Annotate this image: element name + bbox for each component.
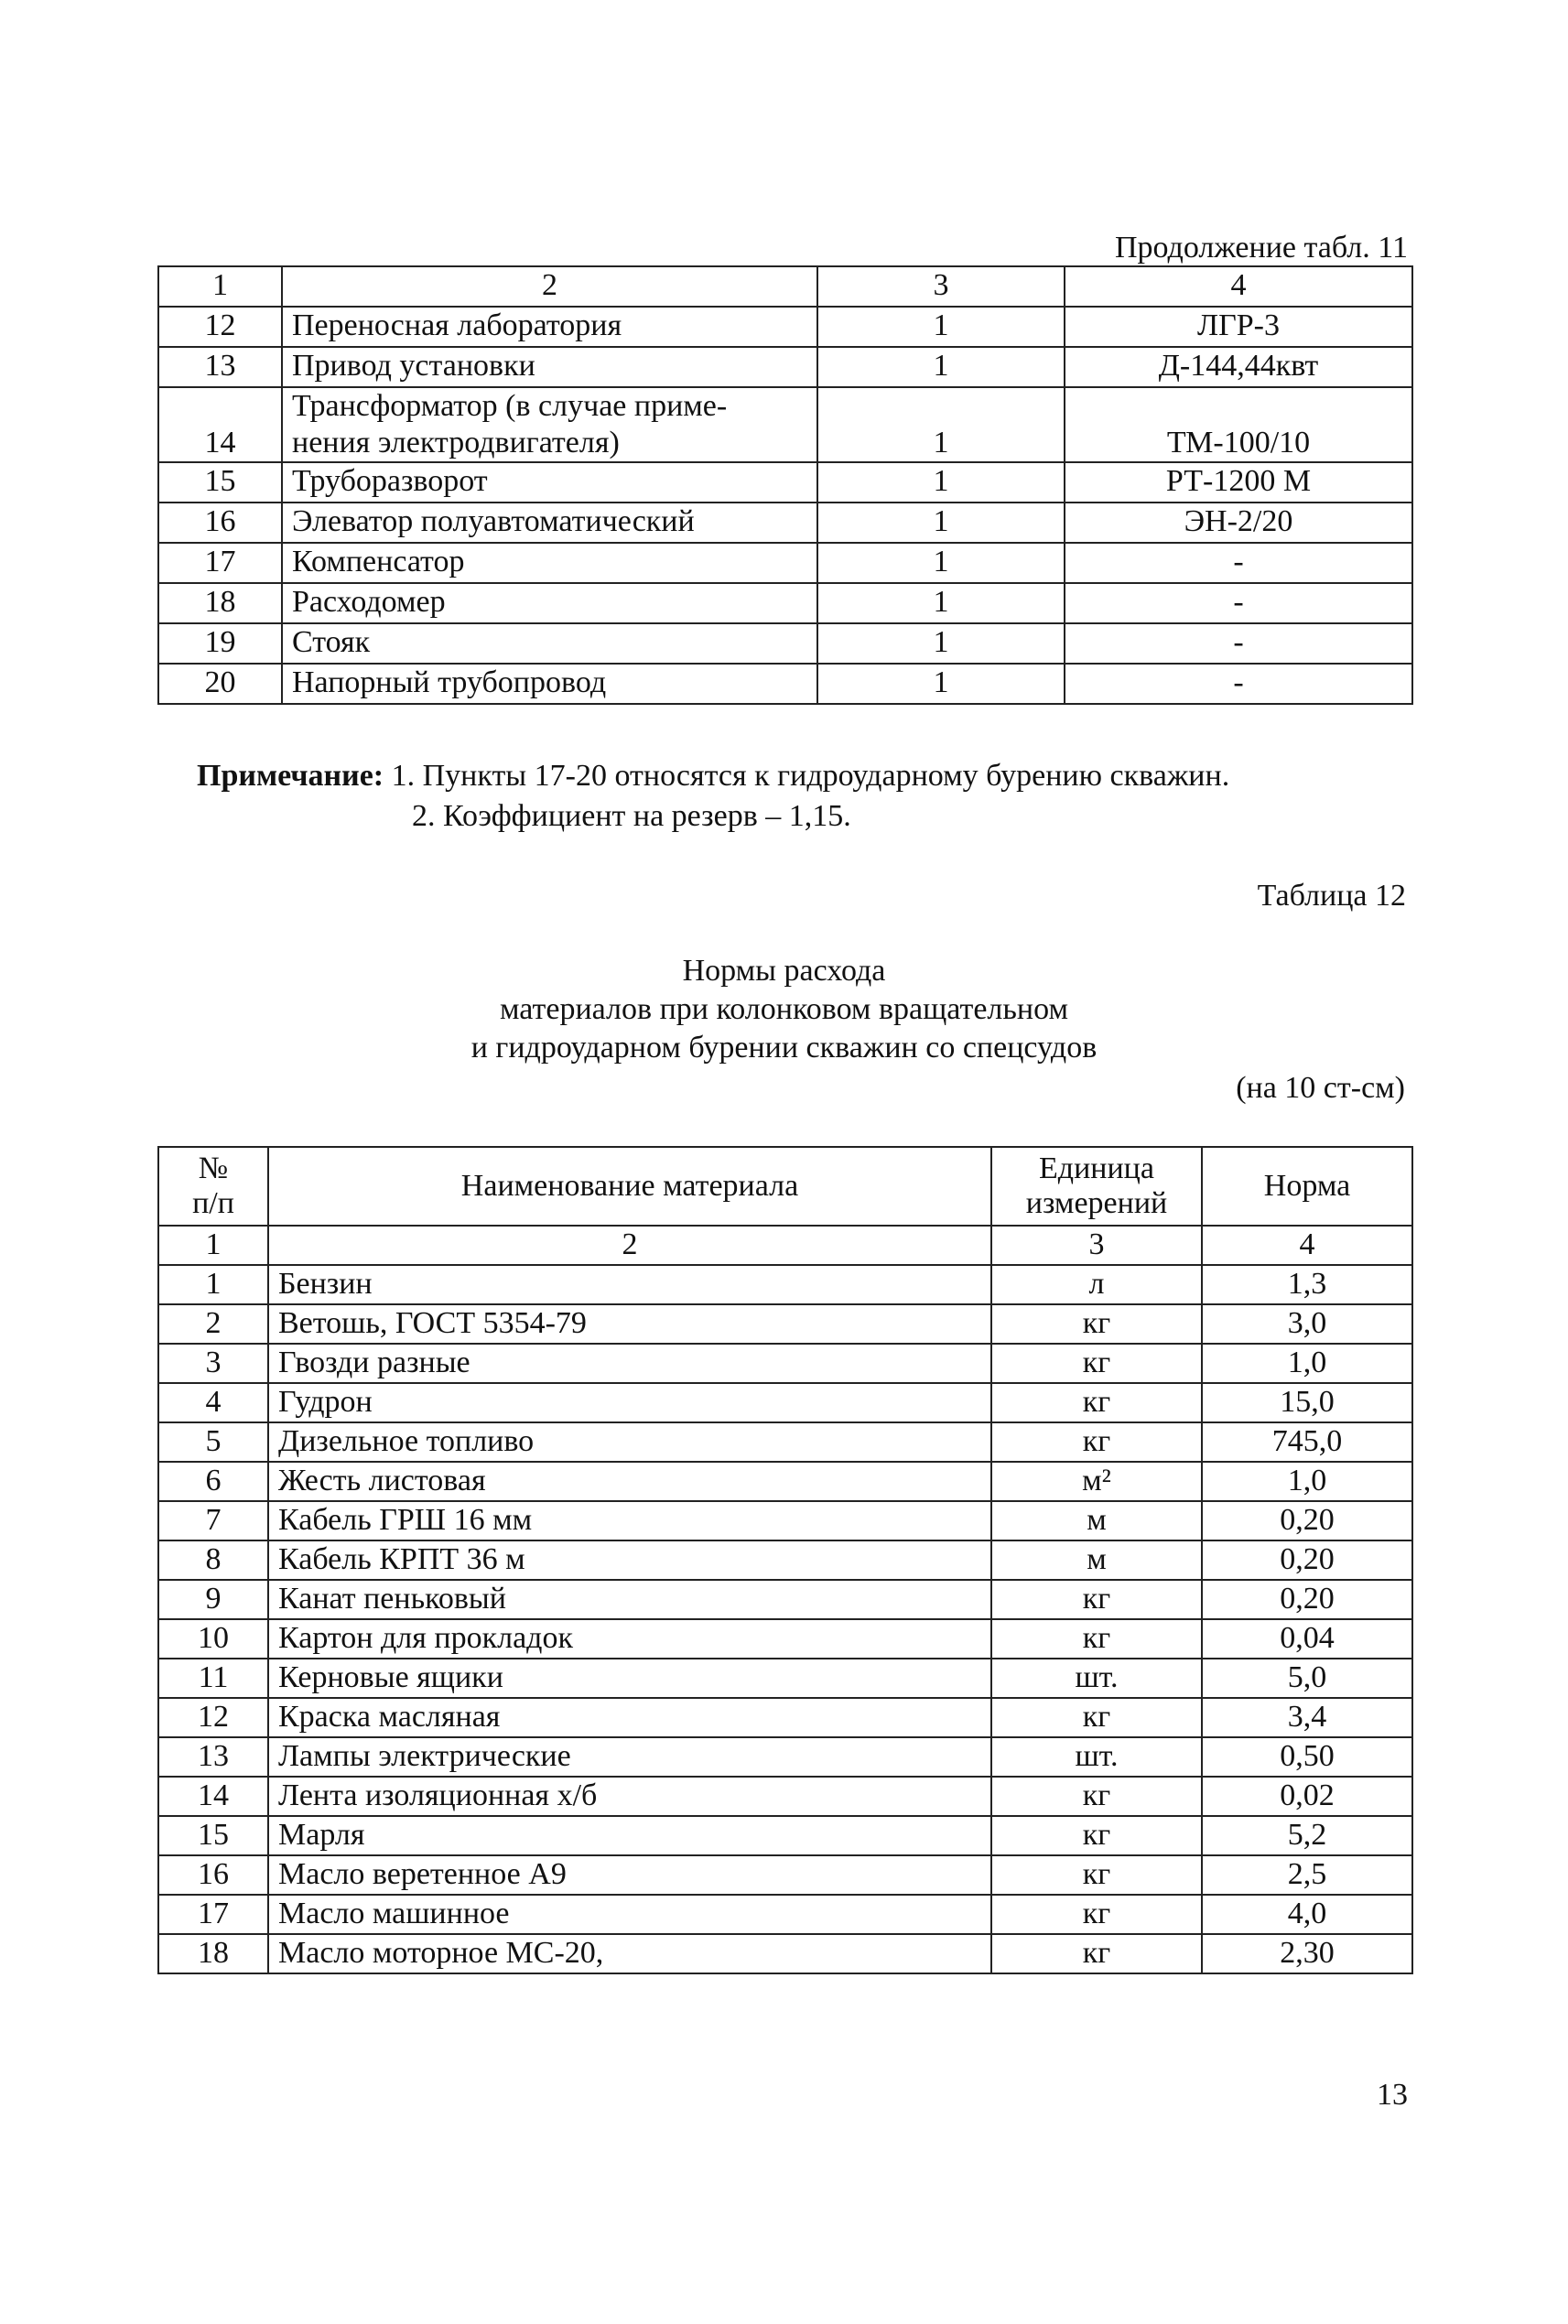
- table-row: [158, 1659, 1412, 1698]
- table-row: [158, 347, 1412, 387]
- t11-name-line: нения электродвигателя): [292, 426, 620, 459]
- t12-name-cell: Масло моторное МС-20,: [268, 1934, 991, 1973]
- t11-name-cell: [282, 347, 817, 387]
- t11-model-cell: ТМ-100/10: [1065, 387, 1412, 462]
- t11-model-cell: РТ-1200 М: [1065, 462, 1412, 503]
- t12-header-unit-line2: измерений: [1025, 1186, 1168, 1220]
- t12-header-num: [158, 1147, 268, 1226]
- t12-name-cell: Жесть листовая: [268, 1462, 991, 1501]
- t11-num-cell: 14: [158, 387, 282, 462]
- t12-norm-cell: 4,0: [1202, 1895, 1412, 1934]
- t12-num-cell: 13: [158, 1737, 268, 1777]
- t12-num-cell: 18: [158, 1934, 268, 1973]
- t12-header-unit: [991, 1147, 1202, 1226]
- table-row: [158, 1462, 1412, 1501]
- table-row: [158, 387, 1412, 462]
- t12-num-cell: 17: [158, 1895, 268, 1934]
- table-row: [158, 1383, 1412, 1422]
- table-row: [158, 1501, 1412, 1540]
- t12-index-cell: 3: [991, 1226, 1202, 1265]
- t12-unit-cell: кг: [991, 1895, 1202, 1934]
- t12-unit-cell: шт.: [991, 1659, 1202, 1698]
- t11-col-header: 2: [282, 266, 817, 307]
- t11-num-cell: 19: [158, 623, 282, 664]
- table-row: [158, 1816, 1412, 1855]
- t12-norm-cell: 15,0: [1202, 1383, 1412, 1422]
- table12-unit-note: (на 10 ст-см): [1236, 1071, 1405, 1105]
- t12-norm-cell: 3,4: [1202, 1698, 1412, 1737]
- t11-name-line: Трансформатор (в случае приме-: [292, 389, 728, 423]
- table-row: [158, 1304, 1412, 1344]
- t11-num-cell: 18: [158, 583, 282, 623]
- t11-qty-cell: 1: [817, 462, 1065, 503]
- t11-model-cell: Д-144,44квт: [1065, 347, 1412, 387]
- t12-name-cell: Ветошь, ГОСТ 5354-79: [268, 1304, 991, 1344]
- table-row: [158, 307, 1412, 347]
- table-row: [158, 1934, 1412, 1973]
- t11-name-line: Компенсатор: [292, 545, 465, 578]
- t12-name-cell: Картон для прокладок: [268, 1619, 991, 1659]
- t11-model-cell: ЛГР-3: [1065, 307, 1412, 347]
- t12-unit-cell: кг: [991, 1344, 1202, 1383]
- table-row: [158, 503, 1412, 543]
- t11-name-line: Расходомер: [292, 585, 446, 619]
- table-row: [158, 664, 1412, 704]
- t12-unit-cell: кг: [991, 1855, 1202, 1895]
- t12-num-cell: 9: [158, 1580, 268, 1619]
- table-row: [158, 1580, 1412, 1619]
- t12-norm-cell: 2,30: [1202, 1934, 1412, 1973]
- t12-index-cell: 1: [158, 1226, 268, 1265]
- t12-name-cell: Бензин: [268, 1265, 991, 1304]
- t11-name-cell: [282, 664, 817, 704]
- table-row: [158, 623, 1412, 664]
- t11-qty-cell: 1: [817, 307, 1065, 347]
- t12-norm-cell: 0,02: [1202, 1777, 1412, 1816]
- t12-name-cell: Канат пеньковый: [268, 1580, 991, 1619]
- t12-norm-cell: 0,20: [1202, 1580, 1412, 1619]
- t11-num-cell: 16: [158, 503, 282, 543]
- table-row: [158, 543, 1412, 583]
- table-row: [158, 1422, 1412, 1462]
- t12-name-cell: Гвозди разные: [268, 1344, 991, 1383]
- table-11: [157, 265, 1413, 705]
- t12-header-name: Наименование материала: [268, 1147, 991, 1226]
- t12-unit-cell: кг: [991, 1422, 1202, 1462]
- t12-num-cell: 16: [158, 1855, 268, 1895]
- t12-num-cell: 1: [158, 1265, 268, 1304]
- t12-name-cell: Керновые ящики: [268, 1659, 991, 1698]
- t12-norm-cell: 2,5: [1202, 1855, 1412, 1895]
- t12-norm-cell: 1,3: [1202, 1265, 1412, 1304]
- t12-norm-cell: 0,20: [1202, 1540, 1412, 1580]
- note-label: Примечание:: [197, 759, 384, 793]
- t12-unit-cell: кг: [991, 1304, 1202, 1344]
- t11-name-line: Элеватор полуавтоматический: [292, 504, 695, 538]
- t12-norm-cell: 0,04: [1202, 1619, 1412, 1659]
- t11-name-cell: [282, 307, 817, 347]
- t11-qty-cell: 1: [817, 503, 1065, 543]
- t11-col-header: 4: [1065, 266, 1412, 307]
- table-row: [158, 583, 1412, 623]
- table-12-header-row: [158, 1147, 1412, 1226]
- t11-model-cell: ЭН-2/20: [1065, 503, 1412, 543]
- t12-unit-cell: кг: [991, 1619, 1202, 1659]
- t11-model-cell: -: [1065, 664, 1412, 704]
- t11-name-cell: [282, 503, 817, 543]
- t12-num-cell: 6: [158, 1462, 268, 1501]
- page-number: 13: [1377, 2078, 1408, 2112]
- t12-num-cell: 7: [158, 1501, 268, 1540]
- t12-norm-cell: 1,0: [1202, 1344, 1412, 1383]
- t12-num-cell: 10: [158, 1619, 268, 1659]
- t12-unit-cell: м: [991, 1501, 1202, 1540]
- t12-name-cell: Лампы электрические: [268, 1737, 991, 1777]
- t12-norm-cell: 745,0: [1202, 1422, 1412, 1462]
- t11-name-line: Труборазворот: [292, 464, 488, 498]
- t12-unit-cell: м²: [991, 1462, 1202, 1501]
- t12-num-cell: 4: [158, 1383, 268, 1422]
- note-line-2: 2. Коэффициент на резерв – 1,15.: [412, 799, 851, 833]
- t12-num-cell: 15: [158, 1816, 268, 1855]
- table-12-body: [158, 1147, 1412, 1973]
- t12-name-cell: Краска масляная: [268, 1698, 991, 1737]
- t12-name-cell: Гудрон: [268, 1383, 991, 1422]
- t11-name-line: Напорный трубопровод: [292, 665, 607, 699]
- t12-unit-cell: кг: [991, 1934, 1202, 1973]
- t12-name-cell: Лента изоляционная х/б: [268, 1777, 991, 1816]
- table-row: [158, 462, 1412, 503]
- t11-name-line: Привод установки: [292, 349, 535, 383]
- t12-unit-cell: м: [991, 1540, 1202, 1580]
- t11-model-cell: -: [1065, 583, 1412, 623]
- t11-model-cell: -: [1065, 623, 1412, 664]
- t12-num-cell: 3: [158, 1344, 268, 1383]
- t11-qty-cell: 1: [817, 623, 1065, 664]
- t12-name-cell: Кабель ГРШ 16 мм: [268, 1501, 991, 1540]
- t12-num-cell: 14: [158, 1777, 268, 1816]
- t12-num-cell: 11: [158, 1659, 268, 1698]
- t12-unit-cell: кг: [991, 1777, 1202, 1816]
- t11-name-cell: [282, 583, 817, 623]
- table-row: [158, 1895, 1412, 1934]
- t11-col-header: 1: [158, 266, 282, 307]
- t11-name-line: Стояк: [292, 625, 371, 659]
- t11-num-cell: 12: [158, 307, 282, 347]
- t12-norm-cell: 1,0: [1202, 1462, 1412, 1501]
- t12-norm-cell: 5,2: [1202, 1816, 1412, 1855]
- t11-qty-cell: 1: [817, 583, 1065, 623]
- t11-num-cell: 20: [158, 664, 282, 704]
- t12-header-num-line2: п/п: [192, 1186, 234, 1220]
- table-row: [158, 1737, 1412, 1777]
- t11-qty-cell: 1: [817, 387, 1065, 462]
- t12-unit-cell: л: [991, 1265, 1202, 1304]
- t11-name-cell: [282, 543, 817, 583]
- t11-name-cell: [282, 462, 817, 503]
- table12-label: Таблица 12: [1257, 879, 1406, 913]
- t12-name-cell: Дизельное топливо: [268, 1422, 991, 1462]
- table12-title-line: Нормы расхода: [682, 954, 886, 988]
- table-11-header-row: [158, 266, 1412, 307]
- t12-norm-cell: 5,0: [1202, 1659, 1412, 1698]
- t11-col-header: 3: [817, 266, 1065, 307]
- t12-unit-cell: кг: [991, 1816, 1202, 1855]
- table12-title-line: материалов при колонковом вращательном: [500, 992, 1068, 1026]
- note: [197, 756, 1229, 837]
- t12-num-cell: 2: [158, 1304, 268, 1344]
- t12-index-cell: 4: [1202, 1226, 1412, 1265]
- t12-num-cell: 5: [158, 1422, 268, 1462]
- t12-norm-cell: 0,50: [1202, 1737, 1412, 1777]
- t12-header-num-line1: №: [198, 1151, 229, 1185]
- table-row: [158, 1540, 1412, 1580]
- t11-model-cell: -: [1065, 543, 1412, 583]
- t12-name-cell: Масло веретенное А9: [268, 1855, 991, 1895]
- t12-name-cell: Масло машинное: [268, 1895, 991, 1934]
- t12-unit-cell: кг: [991, 1698, 1202, 1737]
- t12-index-cell: 2: [268, 1226, 991, 1265]
- table-12: [157, 1146, 1413, 1974]
- t12-unit-cell: кг: [991, 1580, 1202, 1619]
- note-text-1: 1. Пункты 17-20 относятся к гидроударному бурению скважин.: [384, 759, 1230, 793]
- t12-header-norm: Норма: [1202, 1147, 1412, 1226]
- t12-name-cell: Марля: [268, 1816, 991, 1855]
- table-12-index-row: [158, 1226, 1412, 1265]
- note-line-1: [197, 756, 1229, 796]
- t12-num-cell: 8: [158, 1540, 268, 1580]
- table-row: [158, 1344, 1412, 1383]
- t11-qty-cell: 1: [817, 543, 1065, 583]
- table-11-body: [158, 266, 1412, 704]
- table-row: [158, 1265, 1412, 1304]
- t11-name-cell: [282, 387, 817, 462]
- t11-num-cell: 17: [158, 543, 282, 583]
- table-row: [158, 1855, 1412, 1895]
- table-row: [158, 1698, 1412, 1737]
- t12-unit-cell: кг: [991, 1383, 1202, 1422]
- table-row: [158, 1619, 1412, 1659]
- t11-name-cell: [282, 623, 817, 664]
- t11-qty-cell: 1: [817, 664, 1065, 704]
- t12-norm-cell: 0,20: [1202, 1501, 1412, 1540]
- t12-header-unit-line1: Единица: [1039, 1151, 1154, 1185]
- t11-num-cell: 15: [158, 462, 282, 503]
- t11-qty-cell: 1: [817, 347, 1065, 387]
- t12-unit-cell: шт.: [991, 1737, 1202, 1777]
- t12-name-cell: Кабель КРПТ 36 м: [268, 1540, 991, 1580]
- table12-title-line: и гидроударном бурении скважин со спецсудов: [470, 1031, 1098, 1065]
- t11-name-line: Переносная лаборатория: [292, 308, 622, 342]
- table11-continuation-label: Продолжение табл. 11: [1114, 231, 1408, 265]
- t12-norm-cell: 3,0: [1202, 1304, 1412, 1344]
- t11-num-cell: 13: [158, 347, 282, 387]
- table-row: [158, 1777, 1412, 1816]
- t12-num-cell: 12: [158, 1698, 268, 1737]
- table12-title: [0, 952, 1568, 1067]
